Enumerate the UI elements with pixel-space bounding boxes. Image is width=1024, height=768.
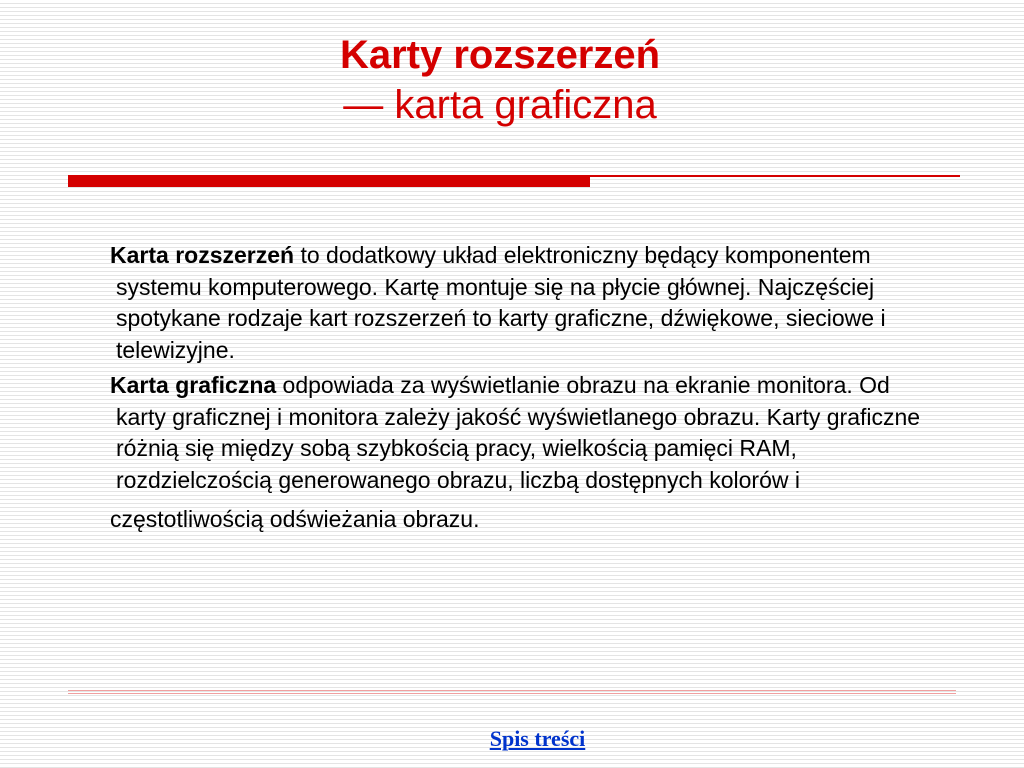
title-divider-thick bbox=[68, 175, 590, 187]
paragraph-expansion-card-text: to dodatkowy układ elektroniczny będący komponentem systemu komputerowego. Kartę montuje się na płycie głównej. Najczęściej spotykane rodzaje kart rozszerzeń to karty graficzne, dźwiękowe, sieciowe i telewizyjne. bbox=[116, 242, 886, 363]
paragraph-graphics-card-last-line: częstotliwością odświeżania obrazu. bbox=[110, 506, 480, 532]
slide-title bbox=[0, 30, 1000, 130]
term-graphics-card: Karta graficzna bbox=[110, 372, 277, 398]
footer-divider bbox=[68, 690, 956, 694]
slide-body bbox=[110, 240, 946, 540]
title-main: Karty rozszerzeń bbox=[339, 33, 661, 77]
title-subtitle: — karta graficzna bbox=[343, 83, 657, 127]
table-of-contents-link[interactable]: Spis treści bbox=[489, 726, 586, 751]
paragraph-graphics-card bbox=[110, 370, 946, 536]
term-expansion-card: Karta rozszerzeń bbox=[110, 242, 295, 268]
paragraph-graphics-card-text: odpowiada za wyświetlanie obrazu na ekranie monitora. Od karty graficznej i monitora zależy jakość wyświetlanego obrazu. Karty graficzne różnią się między sobą szybkością pracy, wielkością pamięci RAM, rozdzielczością generowanego obrazu, liczbą dostępnych kolorów i bbox=[116, 372, 921, 493]
paragraph-expansion-card bbox=[110, 240, 946, 366]
title-divider-thin bbox=[590, 175, 960, 177]
